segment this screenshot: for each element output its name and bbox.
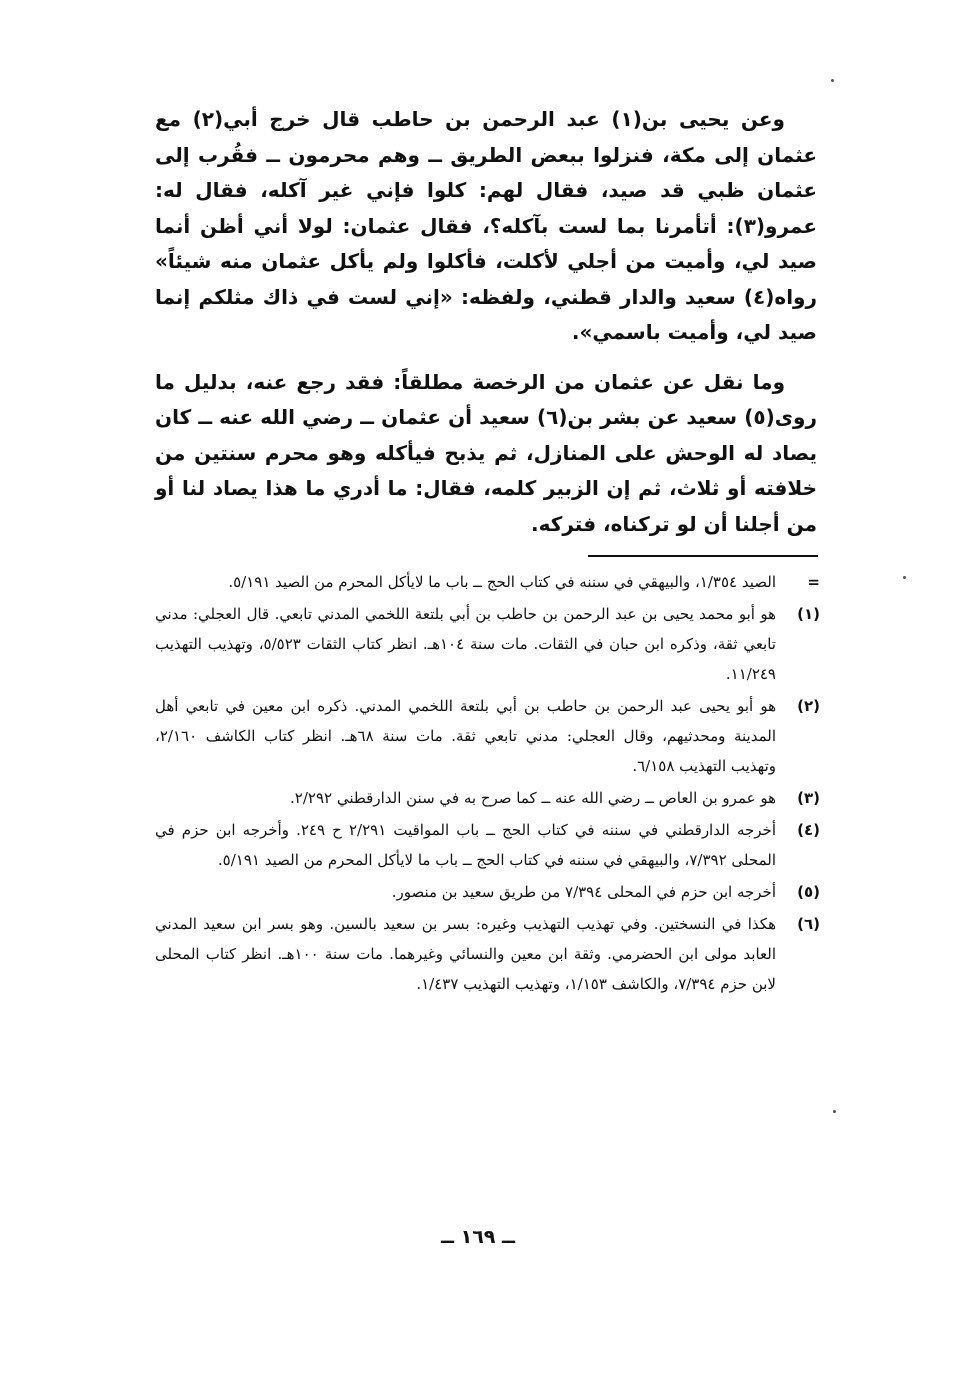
footnote-separator	[588, 555, 818, 557]
paragraph-2: وما نقل عن عثمان من الرخصة مطلقاً: فقد رجع عنه، بدليل ما روى(٥) سعيد عن بشر بن(٦) سعيد أن عثمان ــ رضي الله عنه ــ كان يصاد له الوحش على المنازل، ثم يذبح فيأكله وهو محرم سنتين من خلافته أو ثلاث، ثم إن الزبير كلمه، فقال: ما أدري ما هذا يصاد لنا أو من أجلنا أن لو تركناه، فتركه.	[155, 369, 817, 536]
scan-speck	[833, 1110, 836, 1113]
scan-speck	[831, 79, 834, 82]
footnote-marker: (٥)	[797, 883, 820, 901]
footnote-3	[155, 783, 820, 813]
footnotes-section	[155, 567, 820, 1001]
footnote-5	[155, 877, 820, 907]
footnote-marker: (٦)	[797, 915, 820, 933]
page-number: ــ ١٦٩ ــ	[440, 1226, 515, 1248]
footnote-1	[155, 599, 820, 689]
main-text-body	[155, 102, 817, 542]
footnote-4	[155, 815, 820, 875]
footnote-text: أخرجه الدارقطني في سننه في كتاب الحج ــ باب المواقيت ٢/٢٩١ ح ٢٤٩. وأخرجه ابن حزم في المحلى ٧/٣٩٢، والبيهقي في سننه في كتاب الحج ــ باب ما لايأكل المحرم من الصيد ٥/١٩١.	[155, 821, 776, 869]
footnote-marker: (١)	[797, 605, 820, 623]
footnote-continuation	[155, 567, 820, 597]
footnote-marker: =	[807, 573, 820, 591]
footnote-text: الصيد ١/٣٥٤، والبيهقي في سننه في كتاب الحج ــ باب ما لايأكل المحرم من الصيد ٥/١٩١.	[228, 573, 776, 591]
scan-speck	[903, 576, 906, 579]
footnote-text: هو عمرو بن العاص ــ رضي الله عنه ــ كما صرح به في سنن الدارقطني ٢/٢٩٢.	[290, 789, 776, 807]
paragraph-1: وعن يحيى بن(١) عبد الرحمن بن حاطب قال خرج أبي(٢) مع عثمان إلى مكة، فنزلوا ببعض الطريق ــ وهم محرمون ــ فقُرب إلى عثمان ظبي قد صيد، فقال لهم: كلوا فإني غير آكله، فقال له: عمرو(٣): أتأمرنا بما لست بآكله؟، فقال عثمان: لولا أني أظن أنما صيد لي، وأميت من أجلي لأكلت، فأكلوا ولم يأكل عثمان منه شيئاً» رواه(٤) سعيد والدار قطني، ولفظه: «إني لست في ذاك مثلكم إنما صيد لي، وأميت باسمي».	[155, 107, 817, 344]
footnote-text: أخرجه ابن حزم في المحلى ٧/٣٩٤ من طريق سعيد بن منصور.	[391, 883, 776, 901]
footnote-text: هو أبو محمد يحيى بن عبد الرحمن بن حاطب بن أبي بلتعة اللخمي المدني تابعي. قال العجلي: مدني تابعي ثقة، وذكره ابن حبان في الثقات. مات سنة ١٠٤هـ. انظر كتاب الثقات ٥/٥٢٣، وتهذيب التهذيب ١١/٢٤٩.	[155, 605, 776, 683]
footnote-2	[155, 691, 820, 781]
footnote-text: هكذا في النسختين. وفي تهذيب التهذيب وغيره: بسر بن سعيد بالسين. وهو بسر ابن سعيد المدني العابد مولى ابن الحضرمي. وثقة ابن معين والنسائي وغيرهما. مات سنة ١٠٠هـ. انظر كتاب المحلى لابن حزم ٧/٣٩٤، والكاشف ١/١٥٣، وتهذيب التهذيب ١/٤٣٧.	[155, 915, 776, 993]
footnote-text: هو أبو يحيى عبد الرحمن بن حاطب بن أبي بلتعة اللخمي المدني. ذكره ابن معين في تابعي أهل المدينة ومحدثيهم، وقال العجلي: مدني تابعي ثقة. مات سنة ٦٨هـ. انظر كتاب الكاشف ٢/١٦٠، وتهذيب التهذيب ٦/١٥٨.	[155, 697, 776, 775]
footnote-6	[155, 909, 820, 999]
footnote-marker: (٢)	[797, 697, 820, 715]
footnote-marker: (٣)	[797, 789, 820, 807]
footnote-marker: (٤)	[797, 821, 820, 839]
